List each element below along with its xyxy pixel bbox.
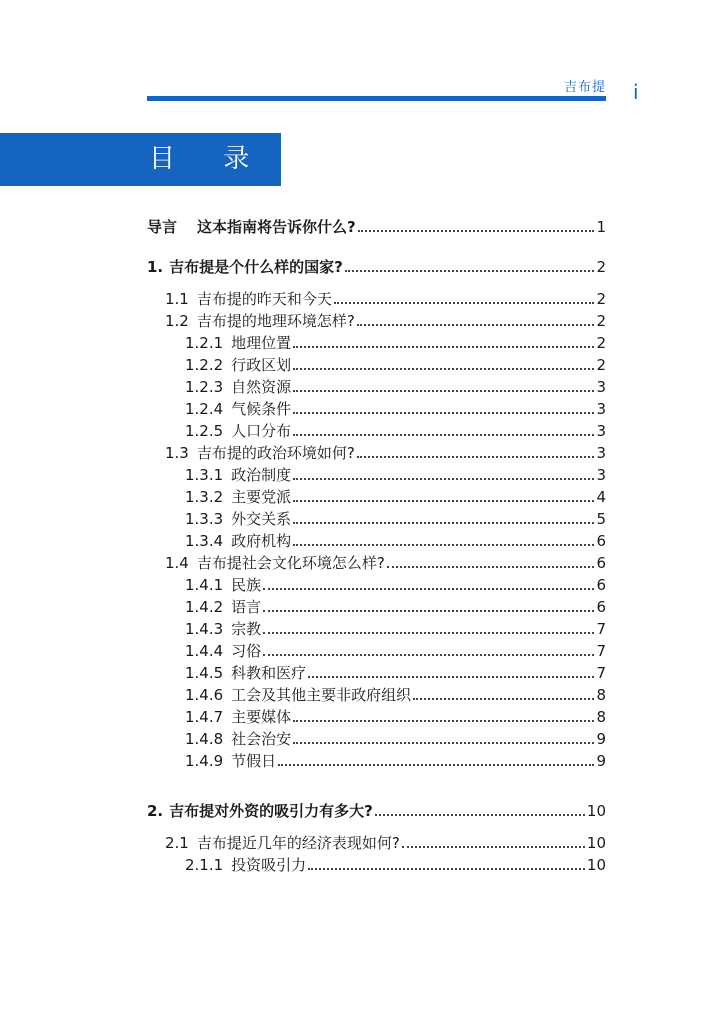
toc-entry-1-4-2[interactable] — [147, 596, 606, 618]
toc-entry-title: 工会及其他主要非政府组织 — [231, 686, 412, 704]
toc-entry-page: 6 — [596, 554, 606, 572]
toc-entry-number: 1.4.2 — [185, 598, 224, 616]
toc-entry-page: 8 — [596, 686, 606, 704]
toc-entry-number: 1.4 — [165, 554, 189, 572]
toc-entry-number: 2.1 — [165, 834, 189, 852]
toc-entry-title: 吉布提近几年的经济表现如何? — [196, 834, 400, 852]
toc-entry-page: 2 — [596, 334, 606, 352]
leader-dots — [293, 728, 594, 750]
leader-dots — [293, 706, 594, 728]
toc-entry-1-2-5[interactable] — [147, 420, 606, 442]
toc-entry-1-2-4[interactable] — [147, 398, 606, 420]
toc-entry-1-3-2[interactable] — [147, 486, 606, 508]
leader-dots — [263, 574, 594, 596]
toc-entry-number: 2. — [147, 802, 164, 820]
leader-dots — [402, 832, 585, 854]
toc-entry-page: 9 — [596, 730, 606, 748]
toc-entry-1-4-1[interactable] — [147, 574, 606, 596]
leader-dots — [413, 684, 594, 706]
toc-entry-title: 主要党派 — [231, 488, 292, 506]
toc-entry-1-4-6[interactable] — [147, 684, 606, 706]
toc-entry-number: 1.4.9 — [185, 752, 224, 770]
toc-entry-1-3[interactable] — [147, 442, 606, 464]
leader-dots — [263, 618, 594, 640]
toc-entry-number: 1.3.2 — [185, 488, 224, 506]
leader-dots — [345, 256, 595, 278]
toc-entry-1-1[interactable] — [147, 288, 606, 310]
leader-dots — [263, 640, 594, 662]
toc-entry-number: 1.3.1 — [185, 466, 224, 484]
toc-entry-page: 9 — [596, 752, 606, 770]
toc-entry-1-3-3[interactable] — [147, 508, 606, 530]
toc-entry-title: 习俗 — [231, 642, 262, 660]
leader-dots — [293, 354, 594, 376]
toc-entry-1-4[interactable] — [147, 552, 606, 574]
toc-entry-page: 2 — [596, 356, 606, 374]
toc-entry-number: 1.2.5 — [185, 422, 224, 440]
toc-entry-page: 1 — [596, 218, 606, 236]
toc-entry-title: 这本指南将告诉你什么? — [197, 218, 356, 236]
toc-entry-number: 1.2.2 — [185, 356, 224, 374]
toc-entry-page: 3 — [596, 422, 606, 440]
toc-entry-page: 3 — [596, 466, 606, 484]
toc-entry-1-2[interactable] — [147, 310, 606, 332]
leader-dots — [293, 464, 594, 486]
toc-entry-title: 民族 — [231, 576, 262, 594]
toc-entry-1-2-3[interactable] — [147, 376, 606, 398]
toc-entry-page: 2 — [596, 258, 606, 276]
leader-dots — [308, 854, 585, 876]
toc-entry-page: 5 — [596, 510, 606, 528]
toc-entry-2-1[interactable] — [147, 832, 606, 854]
toc-entry-number: 1.2.3 — [185, 378, 224, 396]
toc-entry-number: 1.1 — [165, 290, 189, 308]
leader-dots — [293, 398, 594, 420]
toc-entry-title: 政治制度 — [231, 466, 292, 484]
toc-entry-page: 7 — [596, 620, 606, 638]
toc-entry-page: 10 — [586, 802, 606, 820]
toc-entry-title: 地理位置 — [231, 334, 292, 352]
toc-entry-title: 投资吸引力 — [231, 856, 307, 874]
toc-entry-chapter-2[interactable] — [147, 800, 606, 822]
toc-entry-number: 1.4.1 — [185, 576, 224, 594]
toc-entry-title: 吉布提的昨天和今天 — [196, 290, 332, 308]
toc-entry-number: 1.3.4 — [185, 532, 224, 550]
leader-dots — [357, 442, 595, 464]
toc-entry-page: 7 — [596, 664, 606, 682]
toc-entry-title: 社会治安 — [231, 730, 292, 748]
toc-entry-page: 10 — [586, 856, 606, 874]
toc-entry-number: 1.2.1 — [185, 334, 224, 352]
toc-entry-1-4-8[interactable] — [147, 728, 606, 750]
toc-entry-title: 气候条件 — [231, 400, 292, 418]
toc-entry-1-2-1[interactable] — [147, 332, 606, 354]
toc-entry-title: 主要媒体 — [231, 708, 292, 726]
toc-entry-1-3-1[interactable] — [147, 464, 606, 486]
toc-entry-1-4-9[interactable] — [147, 750, 606, 772]
toc-entry-1-4-7[interactable] — [147, 706, 606, 728]
toc-entry-title: 政府机构 — [231, 532, 292, 550]
table-of-contents — [147, 216, 606, 876]
toc-entry-page: 6 — [596, 532, 606, 550]
toc-entry-1-4-3[interactable] — [147, 618, 606, 640]
toc-entry-number: 1.4.8 — [185, 730, 224, 748]
toc-entry-number: 1.4.3 — [185, 620, 224, 638]
leader-dots — [293, 332, 594, 354]
toc-entry-page: 2 — [596, 290, 606, 308]
toc-heading-banner — [0, 133, 281, 186]
toc-entry-page: 2 — [596, 312, 606, 330]
leader-dots — [293, 508, 594, 530]
toc-entry-number: 1. — [147, 258, 164, 276]
toc-entry-page: 3 — [596, 444, 606, 462]
toc-entry-title: 吉布提是个什么样的国家? — [169, 258, 343, 276]
toc-entry-number: 2.1.1 — [185, 856, 224, 874]
toc-entry-page: 6 — [596, 576, 606, 594]
toc-entry-1-2-2[interactable] — [147, 354, 606, 376]
page-number: i — [633, 80, 639, 104]
leader-dots — [263, 596, 594, 618]
toc-entry-intro[interactable] — [147, 216, 606, 238]
header-rule — [147, 96, 606, 101]
toc-entry-page: 6 — [596, 598, 606, 616]
leader-dots — [387, 552, 595, 574]
toc-entry-title: 科教和医疗 — [231, 664, 307, 682]
toc-entry-title: 吉布提对外资的吸引力有多大? — [169, 802, 373, 820]
toc-entry-number: 1.4.4 — [185, 642, 224, 660]
leader-dots — [293, 376, 594, 398]
leader-dots — [293, 486, 594, 508]
toc-entry-page: 3 — [596, 378, 606, 396]
toc-entry-page: 4 — [596, 488, 606, 506]
toc-entry-number: 1.3.3 — [185, 510, 224, 528]
leader-dots — [334, 288, 595, 310]
toc-entry-title: 行政区划 — [231, 356, 292, 374]
toc-entry-2-1-1[interactable] — [147, 854, 606, 876]
toc-entry-chapter-1[interactable] — [147, 256, 606, 278]
toc-entry-number: 1.4.5 — [185, 664, 224, 682]
toc-entry-number: 导言 — [147, 218, 178, 236]
toc-entry-number: 1.2.4 — [185, 400, 224, 418]
toc-entry-title: 人口分布 — [231, 422, 292, 440]
leader-dots — [293, 420, 594, 442]
toc-entry-title: 自然资源 — [231, 378, 292, 396]
leader-dots — [358, 216, 595, 238]
leader-dots — [308, 662, 594, 684]
toc-entry-title: 宗教 — [231, 620, 262, 638]
toc-entry-1-4-4[interactable] — [147, 640, 606, 662]
toc-entry-number: 1.3 — [165, 444, 189, 462]
toc-entry-page: 7 — [596, 642, 606, 660]
toc-entry-number: 1.2 — [165, 312, 189, 330]
running-header-title: 吉布提 — [563, 80, 606, 95]
toc-heading: 目 录 — [149, 144, 270, 174]
leader-dots — [278, 750, 594, 772]
toc-entry-title: 吉布提的政治环境如何? — [196, 444, 355, 462]
toc-entry-title: 吉布提的地理环境怎样? — [196, 312, 355, 330]
toc-entry-number: 1.4.7 — [185, 708, 224, 726]
toc-entry-1-4-5[interactable] — [147, 662, 606, 684]
toc-entry-number: 1.4.6 — [185, 686, 224, 704]
toc-entry-page: 8 — [596, 708, 606, 726]
toc-entry-page: 3 — [596, 400, 606, 418]
leader-dots — [357, 310, 595, 332]
toc-entry-1-3-4[interactable] — [147, 530, 606, 552]
leader-dots — [293, 530, 594, 552]
toc-entry-title: 节假日 — [231, 752, 277, 770]
toc-entry-title: 外交关系 — [231, 510, 292, 528]
toc-entry-page: 10 — [586, 834, 606, 852]
toc-entry-title: 吉布提社会文化环境怎么样? — [196, 554, 385, 572]
toc-entry-title: 语言 — [231, 598, 262, 616]
leader-dots — [375, 800, 585, 822]
